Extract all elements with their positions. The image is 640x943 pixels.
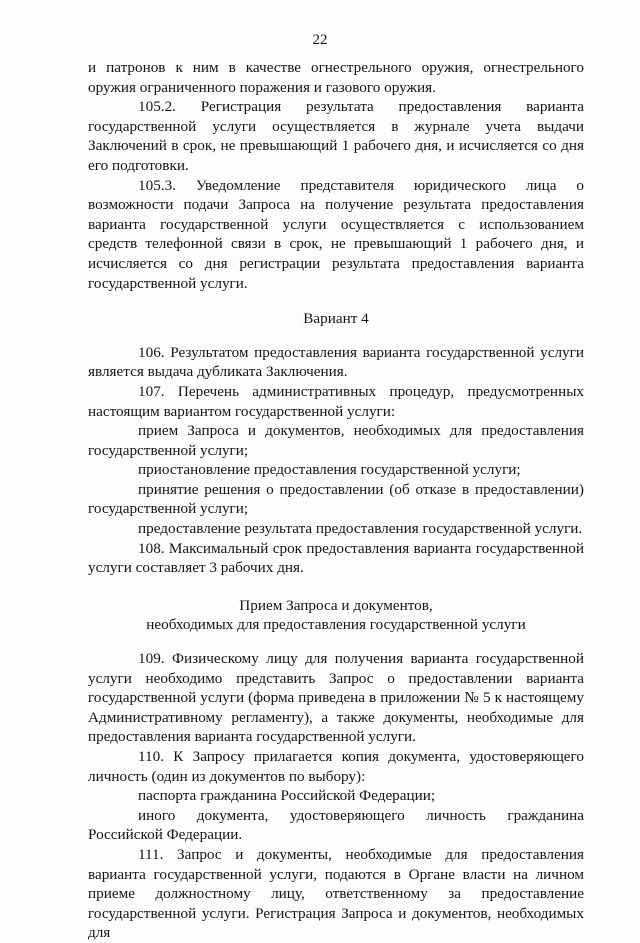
section-heading-variant-4: Вариант 4 [303, 310, 369, 328]
paragraph-111: 111. Запрос и документы, необходимые для предоставления варианта государственной услуги, подаются в Органе власти на личном приеме должностному лицу, ответственному за предоставление государственной услуги. Регистрация Запроса и документов, необходимых для [88, 845, 584, 942]
list-item-suspension: приостановление предоставления государственной услуги; [138, 461, 521, 479]
document-body [88, 58, 584, 943]
list-item-passport: паспорта гражданина Российской Федерации; [138, 787, 436, 805]
list-item-decision: принятие решения о предоставлении (об отказе в предоставлении) государственной услуги; [88, 480, 584, 518]
list-item-result: предоставление результата предоставления государственной услуги. [138, 520, 583, 538]
paragraph-106: 106. Результатом предоставления варианта государственной услуги является выдача дубликата Заключения. [88, 343, 584, 381]
list-item-other-document: иного документа, удостоверяющего личность гражданина Российской Федерации. [88, 806, 584, 844]
section-heading-intake [88, 596, 584, 635]
paragraph-107: 107. Перечень административных процедур, предусмотренных настоящим вариантом государственной услуги: [88, 382, 584, 420]
paragraph-105-2: 105.2. Регистрация результата предоставления варианта государственной услуги осуществляется в журнале учета выдачи Заключений в срок, не превышающий 1 рабочего дня, и исчисляется со дня его подготовки. [88, 98, 584, 174]
paragraph-continuation: и патронов к ним в качестве огнестрельного оружия, огнестрельного оружия ограниченного поражения и газового оружия. [88, 59, 584, 96]
list-item-intake: прием Запроса и документов, необходимых для предоставления государственной услуги; [88, 422, 584, 459]
paragraph-110: 110. К Запросу прилагается копия документа, удостоверяющего личность (один из документов по выбору): [88, 748, 584, 785]
paragraph-108: 108. Максимальный срок предоставления варианта государственной услуги составляет 3 рабочих дня. [88, 539, 584, 577]
section-heading-line-1: Прием Запроса и документов, [239, 596, 433, 614]
section-heading-line-2: необходимых для предоставления государственной услуги [146, 616, 526, 634]
paragraph-105-3: 105.3. Уведомление представителя юридического лица о возможности подачи Запроса на получение результата предоставления варианта государственной услуги осуществляется с использованием средств телефонной связи в срок, не превышающий 1 рабочего дня, и исчисляется со дня регистрации результата предоставления варианта государственной услуги. [88, 176, 584, 292]
page-number: 22 [312, 32, 328, 48]
paragraph-109: 109. Физическому лицу для получения варианта государственной услуги необходимо представить Запрос о предоставлении варианта государственной услуги (форма приведена в приложении № 5 к настоящему Административному регламенту), а также документы, необходимые для предоставления варианта государственной услуги. [88, 650, 584, 746]
